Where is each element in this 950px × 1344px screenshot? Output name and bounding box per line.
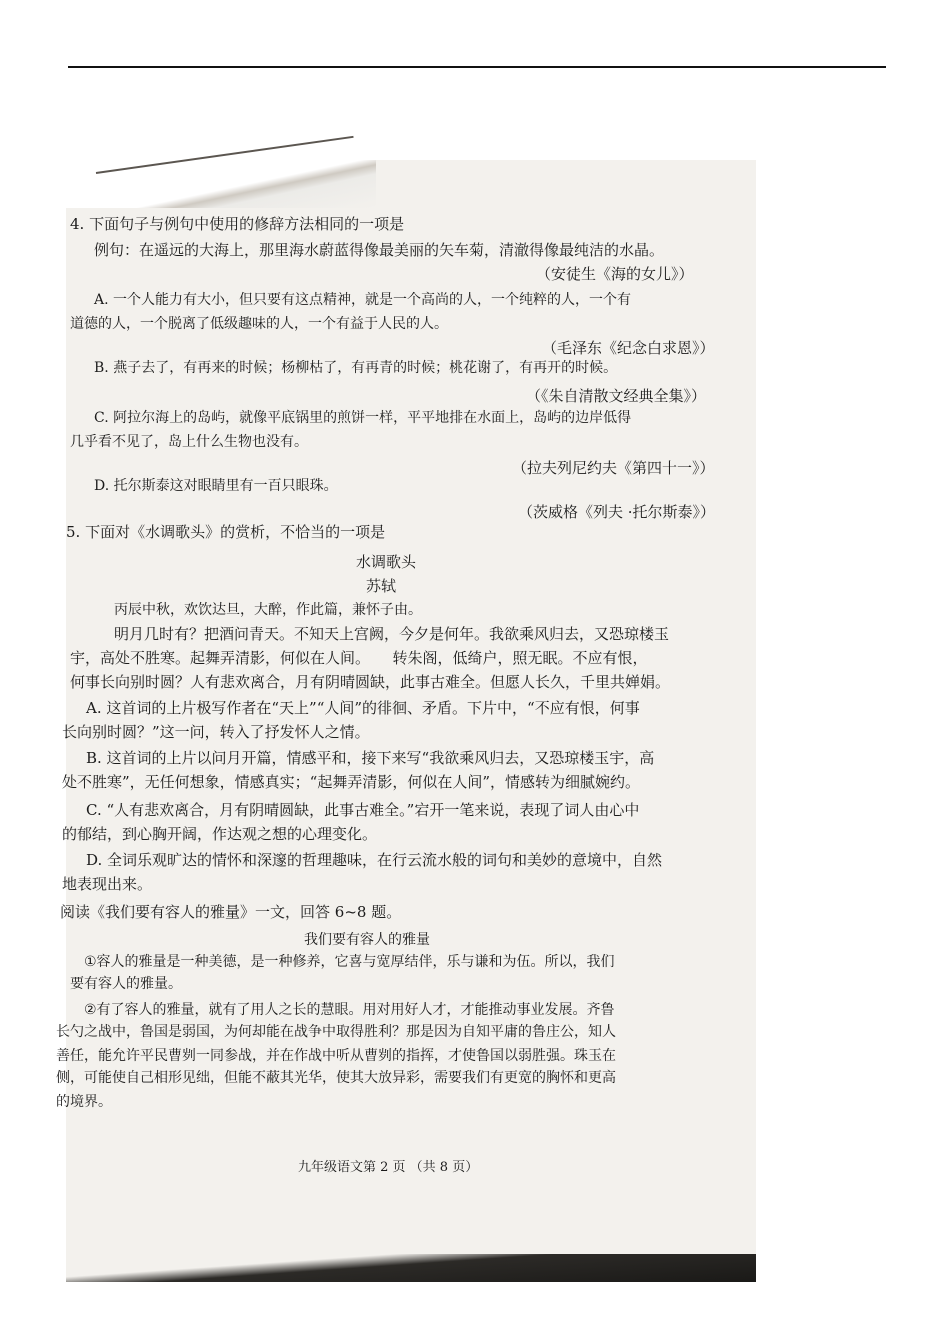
header-rule bbox=[68, 66, 886, 68]
reading-p2-line1: ②有了容人的雅量，就有了用人之长的慧眼。用对用好人才，才能推动事业发展。齐鲁 bbox=[84, 1002, 615, 1018]
q5-option-c-line2: 的郁结，到心胸开阔，作达观之想的心理变化。 bbox=[62, 825, 378, 843]
poem-preface: 丙辰中秋，欢饮达旦，大醉，作此篇，兼怀子由。 bbox=[114, 602, 422, 618]
reading-p2-line3: 善任，能允许平民曹刿一同参战，并在作战中听从曹刿的指挥，才使鲁国以弱胜强。珠玉在 bbox=[56, 1048, 616, 1064]
q4-option-c-line2: 几乎看不见了，岛上什么生物也没有。 bbox=[70, 434, 308, 450]
reading-p1-line1: ①容人的雅量是一种美德，是一种修养，它喜与宽厚结伴，乐与谦和为伍。所以，我们 bbox=[84, 954, 615, 970]
paper-fold bbox=[66, 160, 376, 208]
paper-bottom-edge bbox=[66, 1254, 756, 1282]
poem-line3: 何事长向别时圆？人有悲欢离合，月有阴晴圆缺，此事古难全。但愿人长久，千里共婵娟。 bbox=[70, 673, 671, 691]
q4-option-a-source: （毛泽东《纪念白求恩》） bbox=[542, 339, 715, 357]
q5-stem: 5. 下面对《水调歌头》的赏析，不恰当的一项是 bbox=[66, 523, 386, 541]
q5-option-d-line2: 地表现出来。 bbox=[62, 875, 153, 893]
q4-option-b-source: （《朱自清散文经典全集》） bbox=[526, 387, 707, 405]
reading-p2-line2: 长勺之战中，鲁国是弱国，为何却能在战争中取得胜利？那是因为自知平庸的鲁庄公，知人 bbox=[56, 1024, 616, 1040]
q4-option-d-source: （茨威格《列夫 ·托尔斯泰》） bbox=[518, 503, 716, 521]
reading-title: 我们要有容人的雅量 bbox=[304, 932, 430, 948]
q4-option-c-source: （拉夫列尼约夫《第四十一》） bbox=[512, 459, 715, 477]
q5-option-a-line2: 长向别时圆？”这一问，转入了抒发怀人之情。 bbox=[62, 723, 370, 741]
q4-example: 例句：在遥远的大海上，那里海水蔚蓝得像最美丽的矢车菊，清澈得像最纯洁的水晶。 bbox=[94, 241, 665, 259]
q5-option-b-line1: B. 这首词的上片以问月开篇，情感平和，接下来写“我欲乘风归去，又恐琼楼玉宇，高 bbox=[86, 749, 655, 767]
q4-option-a-line1: A. 一个人能力有大小，但只要有这点精神，就是一个高尚的人，一个纯粹的人，一个有 bbox=[94, 292, 632, 308]
q5-option-b-line2: 处不胜寒”，无任何想象，情感真实；“起舞弄清影，何似在人间”，情感转为细腻婉约。 bbox=[62, 773, 641, 791]
q4-option-b: B. 燕子去了，有再来的时候；杨柳枯了，有再青的时候；桃花谢了，有再开的时候。 bbox=[94, 360, 618, 376]
q4-option-c-line1: C. 阿拉尔海上的岛屿，就像平底锅里的煎饼一样，平平地排在水面上，岛屿的边岸低得 bbox=[94, 410, 632, 426]
q5-option-a-line1: A. 这首词的上片极写作者在“天上”“人间”的徘徊、矛盾。下片中，“不应有恨，何事 bbox=[86, 699, 640, 717]
q4-option-a-line2: 道德的人，一个脱离了低级趣味的人，一个有益于人民的人。 bbox=[70, 316, 448, 332]
page-footer: 九年级语文第 2 页 （共 8 页） bbox=[298, 1160, 479, 1175]
q4-stem: 4. 下面句子与例句中使用的修辞方法相同的一项是 bbox=[70, 215, 405, 233]
poem-author: 苏轼 bbox=[366, 577, 397, 595]
reading-p2-line4: 侧，可能使自己相形见绌，但能不蔽其光华，使其大放异彩，需要我们有更宽的胸怀和更高 bbox=[56, 1070, 616, 1086]
poem-line1: 明月几时有？把酒问青天。不知天上宫阙，今夕是何年。我欲乘风归去，又恐琼楼玉 bbox=[114, 625, 670, 643]
q5-option-c-line1: C. “人有悲欢离合，月有阴晴圆缺，此事古难全。”宕开一笔来说，表现了词人由心中 bbox=[86, 801, 640, 819]
reading-p2-line5: 的境界。 bbox=[56, 1094, 112, 1110]
exam-sheet bbox=[56, 160, 756, 1282]
poem-line2: 宇，高处不胜寒。起舞弄清影，何似在人间。 转朱阁，低绮户，照无眠。不应有恨， bbox=[70, 649, 648, 667]
q4-example-source: （安徒生《海的女儿》） bbox=[536, 265, 694, 283]
reading-p1-line2: 要有容人的雅量。 bbox=[70, 976, 182, 992]
poem-title: 水调歌头 bbox=[356, 553, 417, 571]
q5-option-d-line1: D. 全词乐观旷达的情怀和深邃的哲理趣味，在行云流水般的词句和美妙的意境中，自然 bbox=[86, 851, 663, 869]
reading-intro: 阅读《我们要有容人的雅量》一文，回答 6~8 题。 bbox=[60, 903, 402, 921]
q4-option-d: D. 托尔斯泰这对眼睛里有一百只眼珠。 bbox=[94, 478, 338, 494]
